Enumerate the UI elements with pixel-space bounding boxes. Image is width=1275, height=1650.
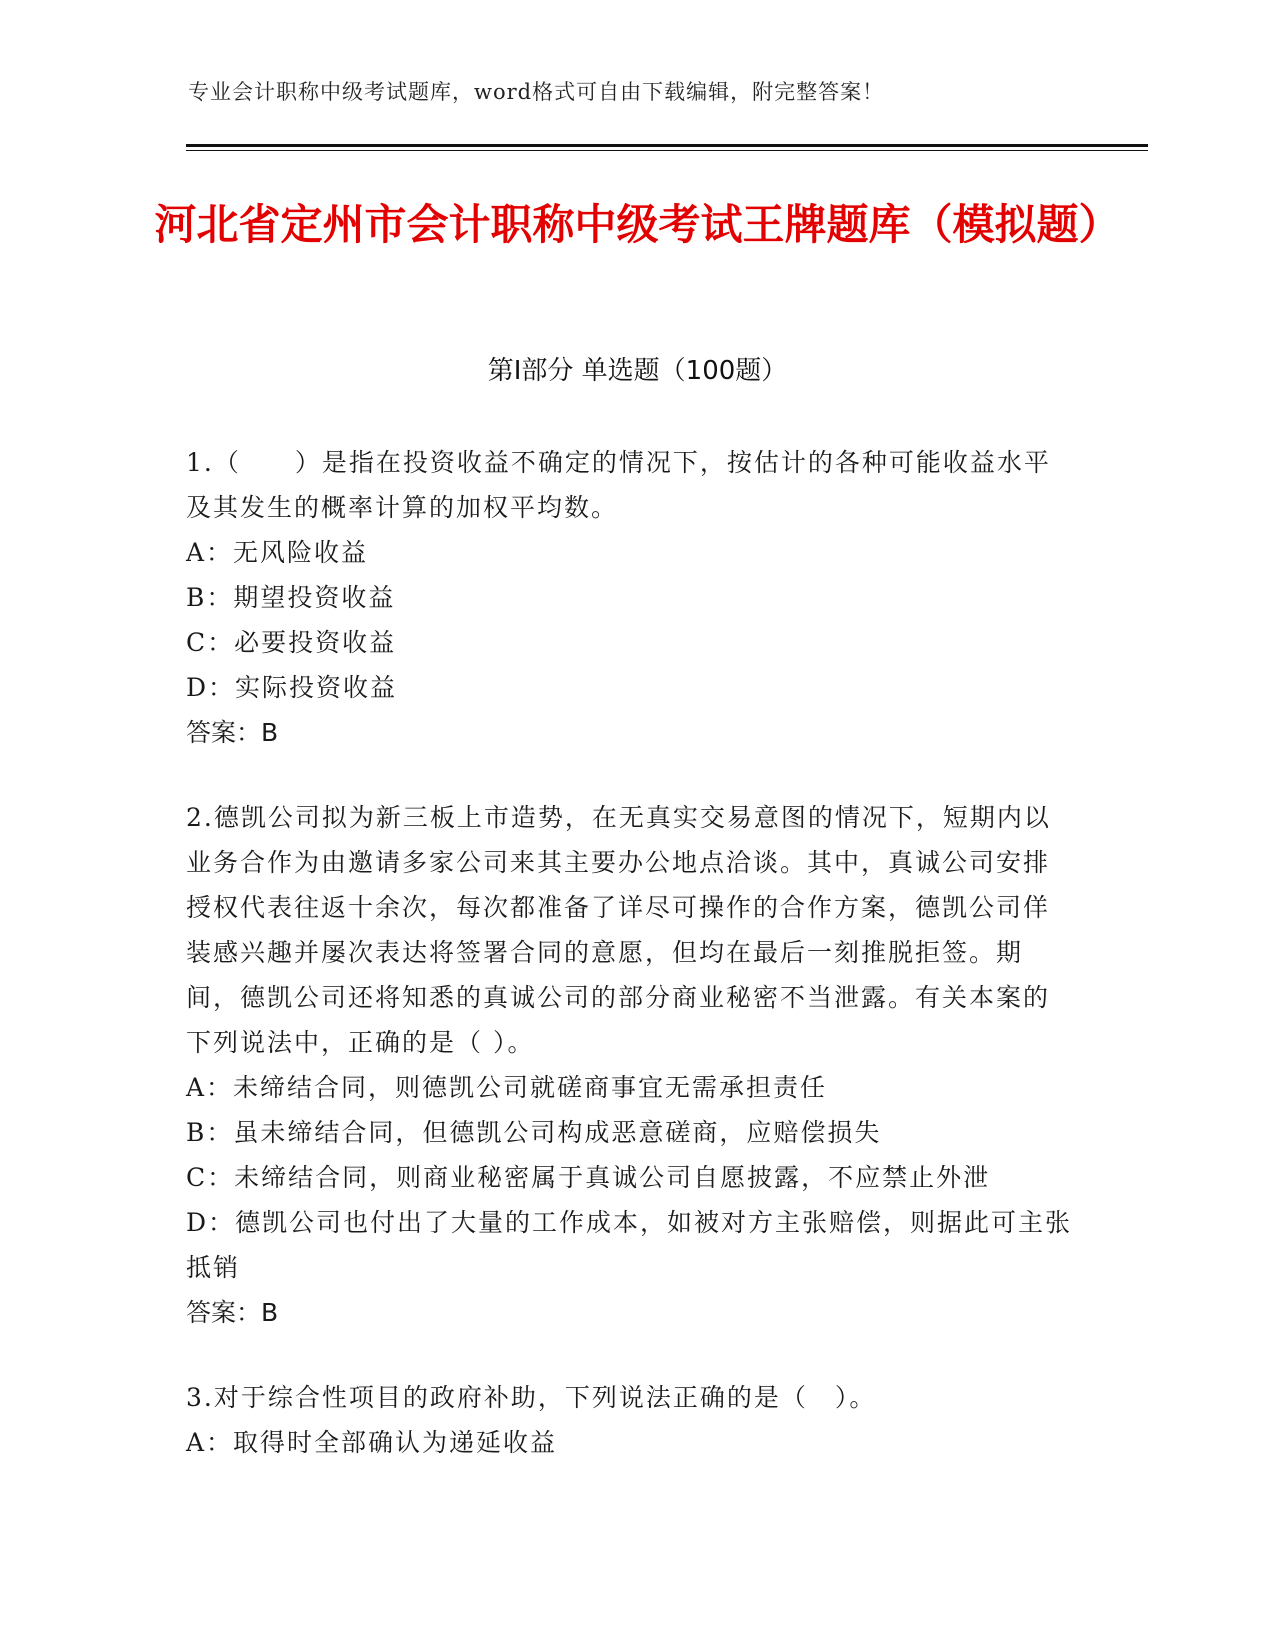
section-heading: 第Ⅰ部分 单选题（100题）: [487, 356, 788, 386]
question-2: [186, 795, 1076, 1335]
question-1: [186, 440, 1076, 755]
option-a: A：取得时全部确认为递延收益: [186, 1428, 558, 1457]
option-b: B：虽未缔结合同，但德凯公司构成恶意磋商，应赔偿损失: [186, 1118, 882, 1147]
header-note: 专业会计职称中级考试题库，word格式可自由下载编辑，附完整答案！: [188, 80, 885, 104]
option-d: D：德凯公司也付出了大量的工作成本，如被对方主张赔偿，则据此可主张抵销: [186, 1208, 1073, 1282]
option-a: A：无风险收益: [186, 538, 369, 567]
question-stem: 1.（ ）是指在投资收益不确定的情况下，按估计的各种可能收益水平及其发生的概率计算的加权平均数。: [186, 448, 1051, 522]
document-title: 河北省定州市会计职称中级考试王牌题库（模拟题）: [154, 200, 1121, 249]
option-c: C：未缔结合同，则商业秘密属于真诚公司自愿披露，不应禁止外泄: [186, 1163, 991, 1192]
question-3: [186, 1375, 1076, 1465]
option-a: A：未缔结合同，则德凯公司就磋商事宜无需承担责任: [186, 1073, 828, 1102]
question-stem: 3.对于综合性项目的政府补助，下列说法正确的是（ ）。: [186, 1383, 877, 1412]
header-rule-thin: [186, 150, 1148, 151]
question-list: [186, 440, 1076, 1505]
option-c: C：必要投资收益: [186, 628, 397, 657]
option-b: B：期望投资收益: [186, 583, 396, 612]
answer-line: 答案：B: [186, 1298, 279, 1327]
answer-line: 答案：B: [186, 718, 279, 747]
question-stem: 2.德凯公司拟为新三板上市造势，在无真实交易意图的情况下，短期内以业务合作为由邀请多家公司来其主要办公地点洽谈。其中，真诚公司安排授权代表往返十余次，每次都准备了详尽可操作的合作方案，德凯公司佯装感兴趣并屡次表达将签署合同的意愿，但均在最后一刻推脱拒签。期间，德凯公司还将知悉的真诚公司的部分商业秘密不当泄露。有关本案的下列说法中，正确的是（ ）。: [186, 803, 1051, 1057]
option-d: D：实际投资收益: [186, 673, 398, 702]
header-rule-thick: [186, 144, 1148, 147]
